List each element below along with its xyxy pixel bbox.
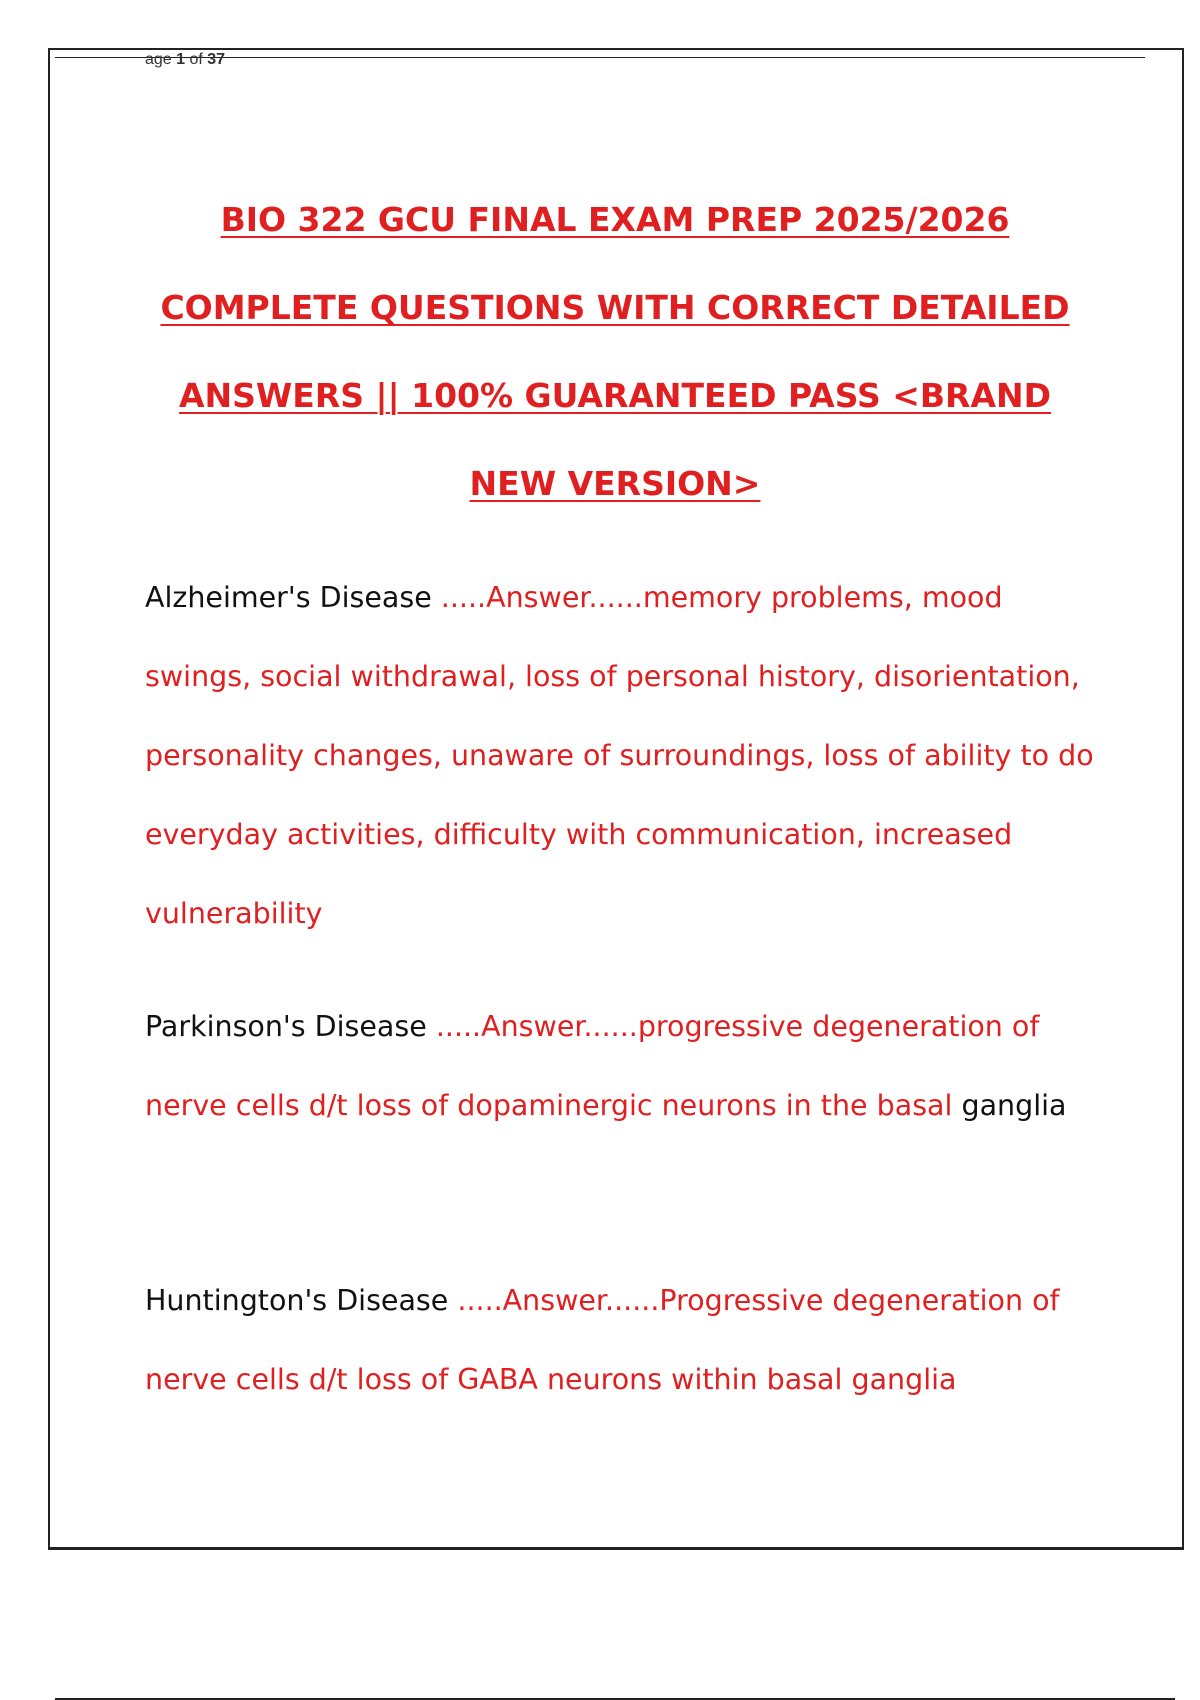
title-line-4: NEW VERSION> xyxy=(469,464,761,503)
document-title xyxy=(120,176,1110,528)
qa-entry-alzheimers xyxy=(145,558,1105,953)
page-indicator-middle: of xyxy=(185,51,208,68)
question-term: Alzheimer's Disease xyxy=(145,581,432,614)
page-total: 37 xyxy=(207,51,226,68)
title-line-1: BIO 322 GCU FINAL EXAM PREP 2025/2026 xyxy=(220,200,1010,239)
answer-separator: .....Answer...... xyxy=(431,581,643,614)
page-indicator-prefix: age xyxy=(145,51,177,68)
title-line-2: COMPLETE QUESTIONS WITH CORRECT DETAILED xyxy=(160,288,1070,327)
answer-text: Progressive degeneration of nerve cells d/t loss of GABA neurons within basal ganglia xyxy=(145,1284,1060,1396)
qa-entry-parkinsons xyxy=(145,987,1105,1145)
answer-tail: ganglia xyxy=(952,1089,1067,1122)
qa-entry-huntingtons xyxy=(145,1261,1105,1419)
answer-separator: .....Answer...... xyxy=(426,1010,638,1043)
page-current: 1 xyxy=(176,51,186,68)
answer-text: memory problems, mood swings, social withdrawal, loss of personal history, disorientation, personality changes, unaware of surroundings, loss of ability to do everyday activities, difficulty with communication, increased vulnerability xyxy=(145,581,1094,930)
question-term: Parkinson's Disease xyxy=(145,1010,427,1043)
page-indicator xyxy=(145,52,225,68)
answer-separator: .....Answer...... xyxy=(448,1284,660,1317)
answer-text: progressive degeneration of nerve cells d/t loss of dopaminergic neurons in the basal xyxy=(145,1010,1040,1122)
title-line-3: ANSWERS || 100% GUARANTEED PASS <BRAND xyxy=(178,376,1052,415)
question-term: Huntington's Disease xyxy=(145,1284,449,1317)
